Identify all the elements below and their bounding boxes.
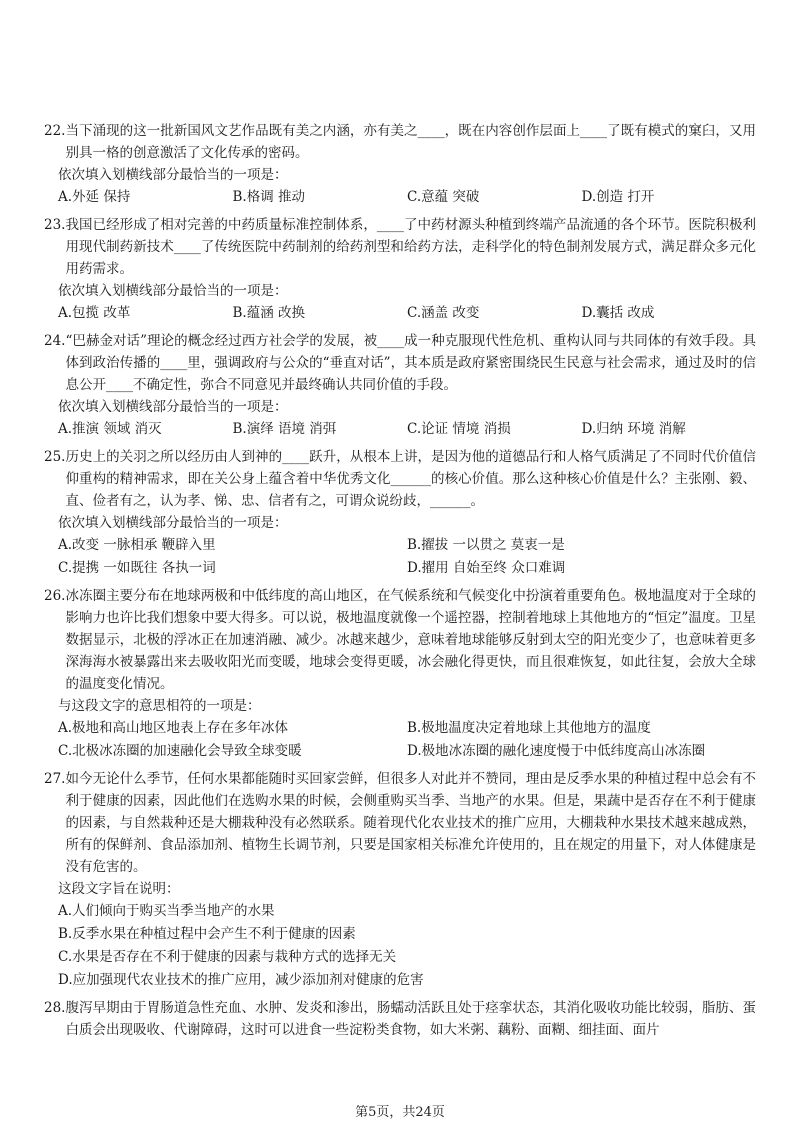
- question-23: [44, 214, 756, 325]
- option-list: [58, 900, 756, 992]
- question-prompt: 与这段文字的意思相符的一项是：: [58, 698, 261, 714]
- option-d[interactable]: D.擢用 自始至终 众口难调: [407, 560, 566, 576]
- question-text: 我国已经形成了相对完善的中药质量标准控制体系，____了中药材源头种植到终端产品流通的各个环节。医院积极利用现代制药新技术____了传统医院中药制剂的给药剂型和给药方法，走科学化的特色制剂发展方式，满足群众多元化用药需求。: [65, 217, 756, 277]
- question-number: 23.: [44, 217, 66, 233]
- option-c[interactable]: C.提携 一如既往 各执一词: [58, 560, 216, 576]
- question-text: 如今无论什么季节，任何水果都能随时买回家尝鲜，但很多人对此并不赞同，理由是反季水果的种植过程中总会有不利于健康的因素，因此他们在选购水果的时候，会侧重购买当季、当地产的水果。但是，果蔬中是否存在不利于健康的因素，与自然栽种还是大棚栽种没有必然联系。随着现代化农业技术的推广应用，大棚栽种水果技术越来越成熟，所有的保鲜剂、食品添加剂、植物生长调节剂，只要是国家相关标准允许使用的，且在规定的用量下，对人体健康是没有危害的。: [65, 771, 756, 875]
- question-number: 26.: [44, 588, 66, 604]
- option-a[interactable]: A.改变 一脉相承 鞭辟入里: [58, 537, 216, 553]
- option-b[interactable]: B.极地温度决定着地球上其他地方的温度: [407, 720, 651, 736]
- question-text: 冰冻圈主要分布在地球两极和中低纬度的高山地区，在气候系统和气候变化中扮演着重要角色。极地温度对于全球的影响力也许比我们想象中要大得多。可以说，极地温度就像一个遥控器，控制着地球上其他地方的“恒定”温度。卫星数据显示，北极的浮冰正在加速消融、减少。冰越来越少，意味着地球能够反射到太空的阳光变少了，也意味着更多深海海水被暴露出来去吸收阳光而变暖，地球会变得更暖，冰会融化得更快，而且很难恢复，如此往复，会放大全球的温度变化情况。: [65, 588, 756, 692]
- option-c[interactable]: C.北极冰冻圈的加速融化会导致全球变暖: [58, 743, 302, 759]
- question-stem: [44, 214, 756, 280]
- option-a[interactable]: A.包揽 改革: [58, 305, 131, 321]
- question-number: 24.: [44, 333, 66, 349]
- question-text: 历史上的关羽之所以经历由人到神的____跃升，从根本上讲，是因为他的道德品行和人格气质满足了不同时代价值信仰重构的精神需求，即在关公身上蕴含着中华优秀文化______的核心价值。那么这种核心价值是什么？主张刚、毅、直、俭者有之，认为孝、悌、忠、信者有之，可谓众说纷歧，______。: [65, 449, 756, 509]
- question-26: [44, 585, 756, 763]
- question-prompt: 依次填入划横线部分最恰当的一项是：: [58, 399, 288, 415]
- option-c[interactable]: C.论证 情境 消损: [407, 421, 511, 437]
- option-list: [58, 717, 756, 763]
- option-list: [58, 186, 756, 209]
- question-stem: [44, 446, 756, 512]
- option-d[interactable]: D.应加强现代农业技术的推广应用，减少添加剂对健康的危害: [58, 972, 424, 988]
- question-stem: [44, 585, 756, 695]
- option-a[interactable]: A.极地和高山地区地表上存在多年冰体: [58, 720, 289, 736]
- question-prompt: 依次填入划横线部分最恰当的一项是：: [58, 515, 288, 531]
- option-list: [58, 418, 756, 441]
- option-a[interactable]: A.推演 领域 消灭: [58, 421, 162, 437]
- question-25: [44, 446, 756, 580]
- option-d[interactable]: D.极地冰冻圈的融化速度慢于中低纬度高山冰冻圈: [407, 743, 706, 759]
- question-stem: [44, 768, 756, 878]
- question-text: “巴赫金对话”理论的概念经过西方社会学的发展，被____成一种克服现代性危机、重构认同与共同体的有效手段。具体到政治传播的____里，强调政府与公众的“垂直对话”，其本质是政府紧密围绕民生民意与社会需求，通过及时的信息公开____不确定性，弥合不同意见并最终确认共同价值的手段。: [65, 333, 756, 393]
- option-b[interactable]: B.蕴涵 改换: [232, 305, 306, 321]
- question-number: 28.: [44, 1000, 66, 1016]
- question-number: 22.: [44, 123, 66, 139]
- question-prompt: 依次填入划横线部分最恰当的一项是：: [58, 283, 288, 299]
- option-d[interactable]: D.囊括 改成: [581, 305, 655, 321]
- option-a[interactable]: A.人们倾向于购买当季当地产的水果: [58, 903, 275, 919]
- option-b[interactable]: B.格调 推动: [232, 189, 306, 205]
- option-d[interactable]: D.归纳 环境 消解: [581, 421, 686, 437]
- option-list: [58, 302, 756, 325]
- question-prompt: 这段文字旨在说明：: [58, 881, 180, 897]
- question-prompt: 依次填入划横线部分最恰当的一项是：: [58, 167, 288, 183]
- question-list: [44, 120, 756, 1046]
- option-b[interactable]: B.擢拔 一以贯之 莫衷一是: [407, 537, 565, 553]
- question-number: 25.: [44, 449, 66, 465]
- question-text: 当下涌现的这一批新国风文艺作品既有美之内涵，亦有美之____，既在内容创作层面上____了既有模式的窠臼，又用别具一格的创意激活了文化传承的密码。: [65, 123, 756, 161]
- question-stem: [44, 997, 756, 1041]
- question-stem: [44, 330, 756, 396]
- question-27: [44, 768, 756, 992]
- option-list: [58, 534, 756, 580]
- question-22: [44, 120, 756, 209]
- option-a[interactable]: A.外延 保持: [58, 189, 131, 205]
- option-d[interactable]: D.创造 打开: [581, 189, 655, 205]
- option-c[interactable]: C.涵盖 改变: [407, 305, 480, 321]
- page-footer: 第5页，共24页: [355, 1105, 445, 1120]
- option-c[interactable]: C.水果是否存在不利于健康的因素与栽种方式的选择无关: [58, 949, 397, 965]
- question-28: [44, 997, 756, 1041]
- question-number: 27.: [44, 771, 66, 787]
- question-text: 腹泻早期由于胃肠道急性充血、水肿、发炎和渗出，肠蠕动活跃且处于痉挛状态，其消化吸收功能比较弱，脂肪、蛋白质会出现吸收、代谢障碍，这时可以进食一些淀粉类食物，如大米粥、藕粉、面糊、细挂面、面片: [65, 1000, 756, 1038]
- question-24: [44, 330, 756, 441]
- option-b[interactable]: B.反季水果在种植过程中会产生不利于健康的因素: [58, 926, 356, 942]
- question-stem: [44, 120, 756, 164]
- option-c[interactable]: C.意蕴 突破: [407, 189, 480, 205]
- option-b[interactable]: B.演绎 语境 消弭: [232, 421, 337, 437]
